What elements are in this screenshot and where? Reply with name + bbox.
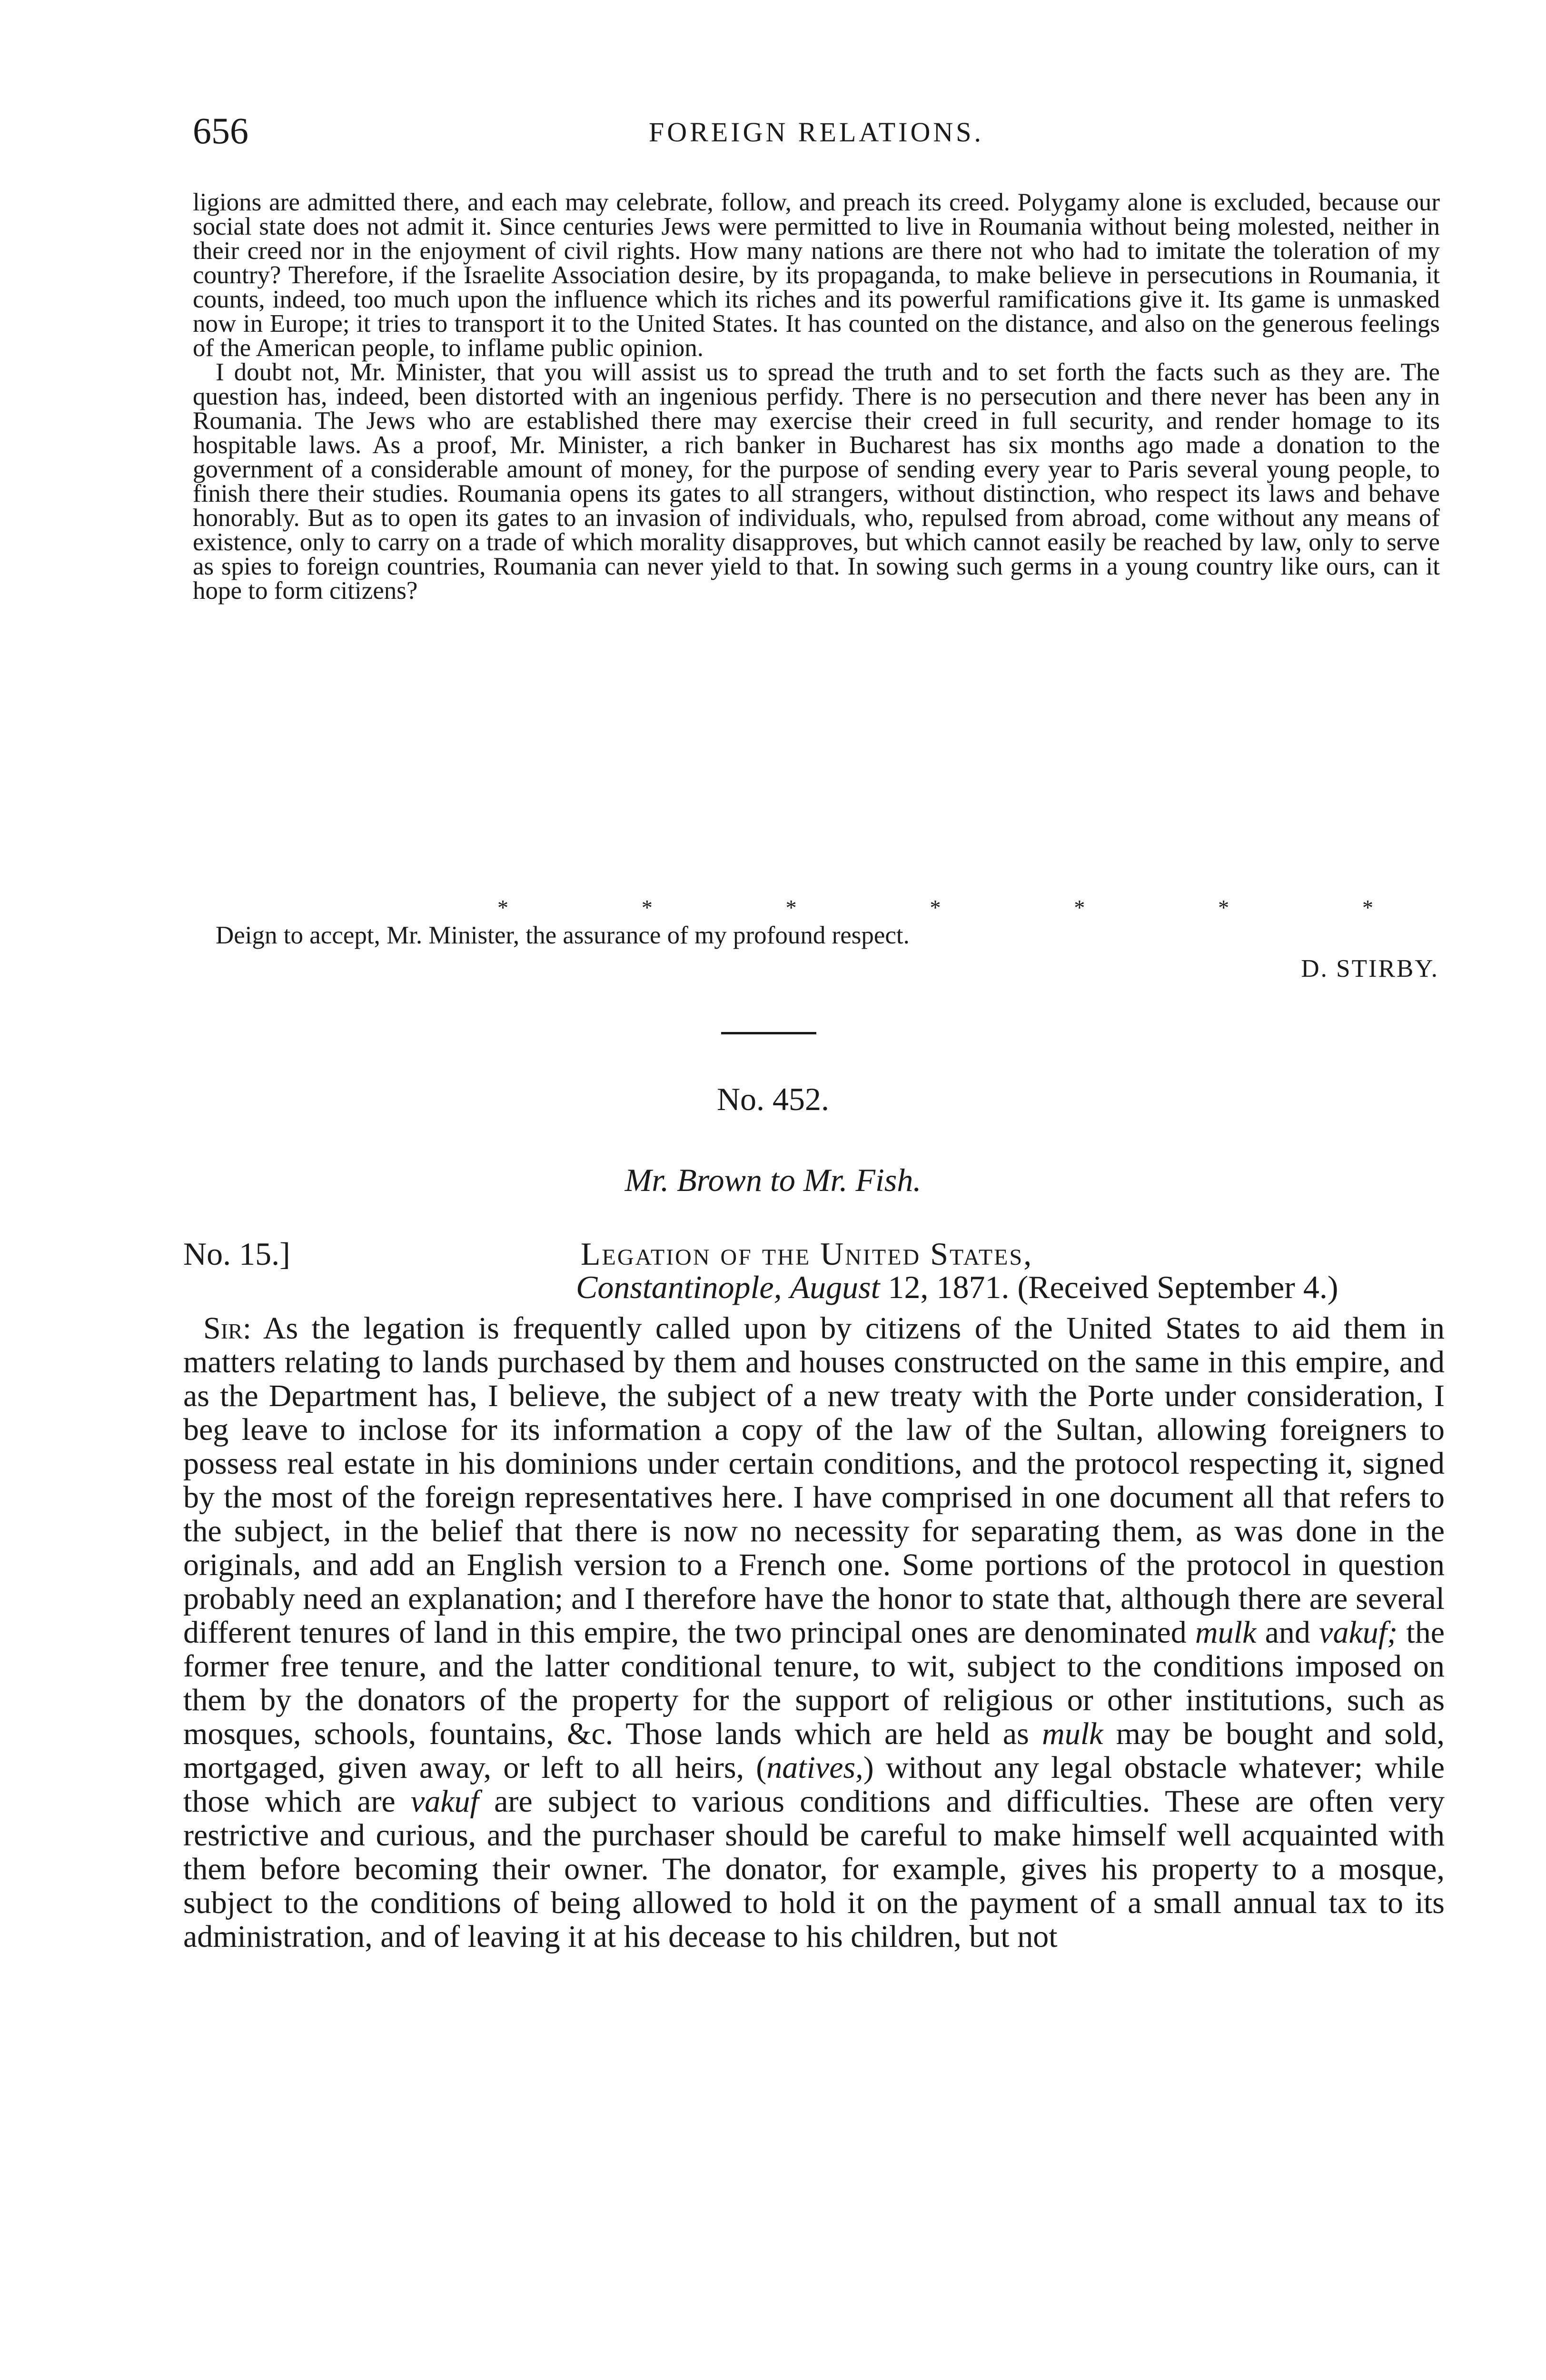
asterisk: *	[641, 895, 653, 920]
term-vakuf: vakuf	[410, 1784, 479, 1819]
asterisk: *	[1074, 895, 1085, 920]
letter-paragraph: I doubt not, Mr. Minister, that you will assist us to spread the truth and to set forth the facts such as they are. The question has, indeed, been distorted with an ingenious perfidy. There is no persecution and there never has been any in Roumania. The Jews who are established there may exercise their creed in full security, and render homage to its hospitable laws. As a proof, Mr. Minister, a rich banker in Bucharest has six months ago made a donation to the government of a considerable amount of money, for the purpose of sending every year to Paris several young people, to finish there their studies. Roumania opens its gates to all strangers, without distinction, who respect its laws and behave honorably. But as to open its gates to an invasion of individuals, who, repulsed from abroad, come without any means of existence, only to carry on a trade of which morality disapproves, but which cannot easily be reached by law, only to serve as spies to foreign countries, Roumania can never yield to that. In sowing such germs in a young country like ours, can it hope to form citizens?	[193, 358, 1440, 605]
asterisk: *	[1218, 895, 1229, 920]
section-divider	[721, 1032, 816, 1034]
place-name: Constantinople,	[576, 1269, 782, 1305]
closing-line: Deign to accept, Mr. Minister, the assurance of my profound respect.	[216, 922, 910, 949]
body-text-3: may be bought and sold, mortgaged, given away, or left to all heirs, (	[183, 1716, 1445, 1785]
date-rest: 12, 1871.	[888, 1269, 1010, 1305]
ellipsis-asterisks	[193, 895, 1440, 920]
term-mulk: mulk	[1042, 1716, 1103, 1751]
body-text-5: are subject to various conditions and difficulties. These are often very restrictive and curious, and the purchaser should be careful to make himself well acquainted with them before becoming their owner. The donator, for example, gives his property to a mosque, subject to the conditions of being allowed to hold it on the payment of a small annual tax to its administration, and of leaving it at his decease to his children, but not	[183, 1784, 1445, 1954]
asterisk: *	[930, 895, 941, 920]
term-natives: natives,	[766, 1750, 863, 1785]
term-vakuf: vakuf;	[1319, 1615, 1398, 1650]
body-paragraph	[183, 1311, 1445, 1954]
body-text-2: the former free tenure, and the latter conditional tenure, to wit, subject to the conditions imposed on them by the donators of the property for the support of religious or other institutions, such as mosques, schools, fountains, &c. Those lands which are held as	[183, 1615, 1445, 1751]
body-text-4: ) without any legal obstacle whatever; while those which are	[183, 1750, 1445, 1819]
term-mulk: mulk	[1195, 1615, 1257, 1650]
body-text-1: As the legation is frequently called upon by citizens of the United States to aid them in matters relating to lands purchased by them and houses constructed on the same in this empire, and as the Department has, I believe, the subject of a new treaty with the Porte under consideration, I beg leave to inclose for its information a copy of the law of the Sultan, allowing foreigners to possess real estate in his dominions under certain conditions, and the protocol respecting it, signed by the most of the foreign representatives here. I have comprised in one document all that refers to the subject, in the belief that there is now no necessity for separating them, as was done in the originals, and add an English version to a French one. Some portions of the protocol in question probably need an explanation; and I therefore have the honor to state that, although there are several different tenures of land in this empire, the two principal ones are denominated	[183, 1311, 1445, 1650]
despatch-number: No. 15.]	[183, 1236, 290, 1272]
body-and: and	[1265, 1615, 1310, 1650]
received-note: (Received September 4.)	[1017, 1269, 1338, 1305]
despatch-header	[183, 1235, 1449, 1305]
place-date-line	[576, 1269, 1338, 1306]
signature: D. STIRBY.	[1301, 955, 1439, 982]
despatch-body	[183, 1311, 1445, 1954]
page-header	[193, 109, 1440, 162]
date-month: August	[790, 1269, 880, 1305]
document-number: No. 452.	[716, 1081, 830, 1117]
letter-closing	[193, 921, 1440, 950]
letter-paragraph: ligions are admitted there, and each may celebrate, follow, and preach its creed. Polygamy alone is excluded, because our social state does not admit it. Since centuries Jews were permitted to live in Roumania without being molested, neither in their creed nor in the enjoyment of civil rights. How many nations are there not who had to imitate the toleration of my country? Therefore, if the Israelite Association desire, by its propaganda, to make believe in persecutions in Roumania, it counts, indeed, too much upon the influence which its riches and its powerful ramifications give it. Its game is unmasked now in Europe; it tries to transport it to the United States. It has counted on the distance, and also on the generous feelings of the American people, to inflame public opinion.	[193, 188, 1440, 362]
running-head: FOREIGN RELATIONS.	[648, 117, 984, 148]
salutation: Sir:	[203, 1311, 252, 1346]
page-number: 656	[193, 110, 248, 151]
legation-line: Legation of the United States,	[581, 1236, 1033, 1272]
asterisk: *	[497, 895, 508, 920]
letter-body	[193, 190, 1440, 603]
asterisk: *	[1362, 895, 1373, 920]
asterisk: *	[785, 895, 797, 920]
document-title: Mr. Brown to Mr. Fish.	[624, 1162, 922, 1198]
